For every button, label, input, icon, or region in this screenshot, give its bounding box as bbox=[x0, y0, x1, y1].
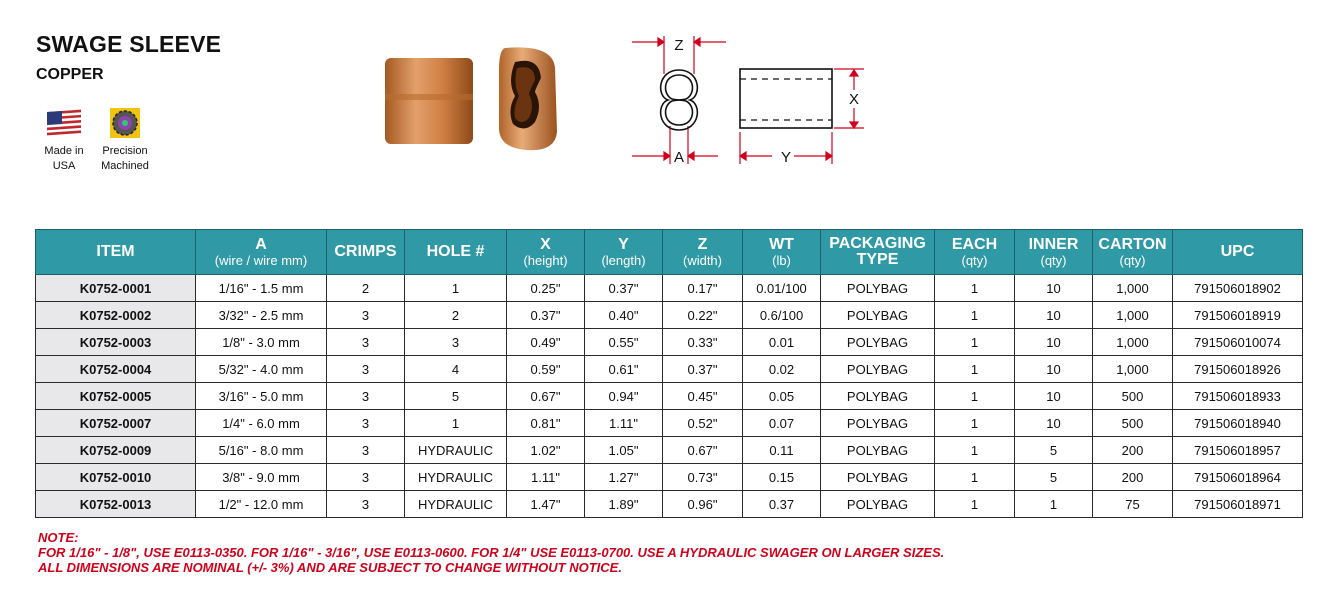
table-cell: 0.37" bbox=[663, 356, 743, 383]
badge-usa-line2: USA bbox=[52, 160, 76, 172]
table-cell: 500 bbox=[1093, 383, 1173, 410]
table-cell: 2 bbox=[327, 275, 405, 302]
table-cell: 0.81" bbox=[507, 410, 585, 437]
table-cell: 0.01/100 bbox=[743, 275, 821, 302]
table-cell: 0.55" bbox=[585, 329, 663, 356]
table-cell: 200 bbox=[1093, 437, 1173, 464]
column-header-label: HOLE # bbox=[426, 243, 485, 260]
table-cell: 1.47" bbox=[507, 491, 585, 518]
column-header-label: ITEM bbox=[96, 243, 135, 260]
table-cell: 5/32" - 4.0 mm bbox=[196, 356, 327, 383]
made-in-usa-badge bbox=[34, 108, 94, 174]
column-header-unit: (qty) bbox=[1040, 252, 1067, 268]
table-cell: 0.22" bbox=[663, 302, 743, 329]
column-header bbox=[1093, 230, 1173, 275]
table-cell: 0.45" bbox=[663, 383, 743, 410]
table-cell: 3/32" - 2.5 mm bbox=[196, 302, 327, 329]
label-z: Z bbox=[674, 37, 684, 54]
badge-usa-line1: Made in bbox=[44, 145, 84, 157]
item-number-cell: K0752-0002 bbox=[36, 302, 196, 329]
column-header bbox=[743, 230, 821, 275]
table-cell: 1/16" - 1.5 mm bbox=[196, 275, 327, 302]
page-title: SWAGE SLEEVE bbox=[36, 31, 222, 57]
label-x: X bbox=[848, 91, 860, 108]
table-cell: 791506018940 bbox=[1173, 410, 1303, 437]
item-number-cell: K0752-0003 bbox=[36, 329, 196, 356]
table-cell: 0.40" bbox=[585, 302, 663, 329]
precision-gear-icon bbox=[109, 108, 141, 138]
column-header-label: A bbox=[255, 235, 267, 253]
table-cell: 1.02" bbox=[507, 437, 585, 464]
product-photo bbox=[375, 40, 565, 155]
us-flag-icon bbox=[47, 108, 81, 138]
dimension-diagram bbox=[620, 30, 880, 175]
table-cell: 0.11 bbox=[743, 437, 821, 464]
table-cell: 3 bbox=[327, 302, 405, 329]
table-cell: 3 bbox=[327, 356, 405, 383]
table-cell: 2 bbox=[405, 302, 507, 329]
table-cell: 1 bbox=[935, 464, 1015, 491]
column-header-unit: (qty) bbox=[961, 252, 988, 268]
table-cell: 791506018902 bbox=[1173, 275, 1303, 302]
table-cell: 1 bbox=[935, 410, 1015, 437]
table-cell: 0.15 bbox=[743, 464, 821, 491]
note-heading: NOTE: bbox=[38, 530, 79, 545]
note-block bbox=[38, 530, 944, 575]
table-row bbox=[36, 491, 1303, 518]
table-cell: 1 bbox=[935, 383, 1015, 410]
table-row bbox=[36, 329, 1303, 356]
table-cell: 5 bbox=[1015, 464, 1093, 491]
table-cell: POLYBAG bbox=[821, 302, 935, 329]
table-row bbox=[36, 464, 1303, 491]
item-number-cell: K0752-0005 bbox=[36, 383, 196, 410]
table-row bbox=[36, 275, 1303, 302]
table-cell: 10 bbox=[1015, 410, 1093, 437]
table-cell: 3/8" - 9.0 mm bbox=[196, 464, 327, 491]
precision-machined-badge bbox=[95, 108, 155, 174]
table-row bbox=[36, 437, 1303, 464]
table-cell: 0.25" bbox=[507, 275, 585, 302]
table-cell: 1 bbox=[935, 437, 1015, 464]
table-row bbox=[36, 302, 1303, 329]
column-header-label: INNER bbox=[1028, 235, 1079, 253]
column-header bbox=[935, 230, 1015, 275]
table-cell: 791506018933 bbox=[1173, 383, 1303, 410]
table-header-row bbox=[36, 230, 1303, 275]
table-cell: 1.11" bbox=[585, 410, 663, 437]
table-cell: 0.49" bbox=[507, 329, 585, 356]
table-cell: 0.05 bbox=[743, 383, 821, 410]
table-cell: POLYBAG bbox=[821, 491, 935, 518]
table-cell: 3 bbox=[327, 410, 405, 437]
badge-precision-line1: Precision bbox=[102, 145, 148, 157]
table-cell: 5 bbox=[1015, 437, 1093, 464]
table-cell: 0.67" bbox=[663, 437, 743, 464]
table-cell: 0.33" bbox=[663, 329, 743, 356]
table-cell: 1/8" - 3.0 mm bbox=[196, 329, 327, 356]
table-cell: 1 bbox=[1015, 491, 1093, 518]
table-cell: 791506018919 bbox=[1173, 302, 1303, 329]
column-header-label: CARTON bbox=[1098, 235, 1167, 253]
column-header bbox=[585, 230, 663, 275]
table-cell: POLYBAG bbox=[821, 464, 935, 491]
table-cell: 5 bbox=[405, 383, 507, 410]
column-header bbox=[36, 230, 196, 275]
column-header-unit: (length) bbox=[601, 252, 646, 268]
table-cell: 0.02 bbox=[743, 356, 821, 383]
column-header-unit: (height) bbox=[523, 252, 568, 268]
column-header-label: Y bbox=[618, 235, 629, 253]
table-cell: HYDRAULIC bbox=[405, 464, 507, 491]
table-cell: 0.07 bbox=[743, 410, 821, 437]
column-header bbox=[1015, 230, 1093, 275]
table-cell: 3 bbox=[405, 329, 507, 356]
table-cell: 1 bbox=[405, 275, 507, 302]
column-header bbox=[663, 230, 743, 275]
label-y: Y bbox=[780, 149, 792, 166]
sleeve-end-photo bbox=[499, 47, 557, 150]
sleeve-side-photo bbox=[385, 58, 473, 144]
table-cell: 3 bbox=[327, 383, 405, 410]
table-cell: HYDRAULIC bbox=[405, 437, 507, 464]
column-header-label: X bbox=[540, 235, 551, 253]
table-cell: 0.59" bbox=[507, 356, 585, 383]
table-cell: 1 bbox=[935, 356, 1015, 383]
table-cell: 0.37" bbox=[585, 275, 663, 302]
column-header bbox=[196, 230, 327, 275]
table-cell: 1,000 bbox=[1093, 302, 1173, 329]
table-cell: 10 bbox=[1015, 275, 1093, 302]
table-cell: 75 bbox=[1093, 491, 1173, 518]
note-line-2: ALL DIMENSIONS ARE NOMINAL (+/- 3%) AND ARE SUBJECT TO CHANGE WITHOUT NOTICE. bbox=[38, 560, 622, 575]
table-cell: 0.67" bbox=[507, 383, 585, 410]
table-cell: POLYBAG bbox=[821, 329, 935, 356]
table-cell: 10 bbox=[1015, 383, 1093, 410]
table-cell: 1,000 bbox=[1093, 275, 1173, 302]
column-header-unit: (lb) bbox=[772, 252, 791, 268]
column-header-label: WT bbox=[769, 235, 794, 253]
table-cell: 1.89" bbox=[585, 491, 663, 518]
column-header bbox=[1173, 230, 1303, 275]
table-cell: POLYBAG bbox=[821, 383, 935, 410]
badge-precision-line2: Machined bbox=[101, 160, 149, 172]
spec-table bbox=[35, 229, 1303, 518]
table-cell: 0.96" bbox=[663, 491, 743, 518]
column-header-label: EACH bbox=[951, 235, 998, 253]
table-cell: 1.05" bbox=[585, 437, 663, 464]
item-number-cell: K0752-0013 bbox=[36, 491, 196, 518]
table-body bbox=[36, 275, 1303, 518]
item-number-cell: K0752-0001 bbox=[36, 275, 196, 302]
table-cell: 3 bbox=[327, 437, 405, 464]
item-number-cell: K0752-0007 bbox=[36, 410, 196, 437]
table-cell: 1 bbox=[405, 410, 507, 437]
column-header bbox=[821, 230, 935, 275]
table-cell: 1,000 bbox=[1093, 356, 1173, 383]
column-header-unit: (width) bbox=[682, 252, 722, 268]
table-cell: POLYBAG bbox=[821, 437, 935, 464]
table-row bbox=[36, 410, 1303, 437]
table-cell: 791506010074 bbox=[1173, 329, 1303, 356]
table-cell: 0.61" bbox=[585, 356, 663, 383]
item-number-cell: K0752-0010 bbox=[36, 464, 196, 491]
table-cell: 0.37" bbox=[507, 302, 585, 329]
table-cell: 1,000 bbox=[1093, 329, 1173, 356]
table-cell: 791506018957 bbox=[1173, 437, 1303, 464]
table-cell: 1/4" - 6.0 mm bbox=[196, 410, 327, 437]
table-cell: 0.73" bbox=[663, 464, 743, 491]
table-cell: 10 bbox=[1015, 356, 1093, 383]
column-header bbox=[327, 230, 405, 275]
table-cell: 10 bbox=[1015, 329, 1093, 356]
table-cell: 791506018964 bbox=[1173, 464, 1303, 491]
table-cell: POLYBAG bbox=[821, 275, 935, 302]
table-cell: 3/16" - 5.0 mm bbox=[196, 383, 327, 410]
table-cell: 3 bbox=[327, 329, 405, 356]
table-cell: POLYBAG bbox=[821, 356, 935, 383]
column-header-label: PACKAGING TYPE bbox=[829, 235, 926, 268]
table-cell: 1.27" bbox=[585, 464, 663, 491]
table-row bbox=[36, 383, 1303, 410]
table-cell: 1.11" bbox=[507, 464, 585, 491]
table-cell: HYDRAULIC bbox=[405, 491, 507, 518]
column-header-label: CRIMPS bbox=[334, 243, 397, 260]
page-subtitle: COPPER bbox=[36, 66, 104, 83]
table-cell: 791506018926 bbox=[1173, 356, 1303, 383]
table-cell: 5/16" - 8.0 mm bbox=[196, 437, 327, 464]
table-cell: 1 bbox=[935, 491, 1015, 518]
label-a: A bbox=[673, 149, 685, 166]
table-cell: 0.6/100 bbox=[743, 302, 821, 329]
table-cell: 791506018971 bbox=[1173, 491, 1303, 518]
table-cell: 0.52" bbox=[663, 410, 743, 437]
table-cell: 1 bbox=[935, 329, 1015, 356]
column-header bbox=[507, 230, 585, 275]
table-cell: 1/2" - 12.0 mm bbox=[196, 491, 327, 518]
table-cell: 1 bbox=[935, 302, 1015, 329]
table-cell: 0.01 bbox=[743, 329, 821, 356]
column-header-label: UPC bbox=[1220, 243, 1255, 260]
note-line-1: FOR 1/16" - 1/8", USE E0113-0350. FOR 1/16" - 3/16", USE E0113-0600. FOR 1/4" USE E0113-0700. USE A HYDRAULIC SWAGER ON LARGER SIZES. bbox=[38, 545, 945, 560]
table-cell: POLYBAG bbox=[821, 410, 935, 437]
table-row bbox=[36, 356, 1303, 383]
table-cell: 4 bbox=[405, 356, 507, 383]
column-header-unit: (wire / wire mm) bbox=[214, 252, 308, 268]
table-cell: 10 bbox=[1015, 302, 1093, 329]
column-header bbox=[405, 230, 507, 275]
table-cell: 0.94" bbox=[585, 383, 663, 410]
table-cell: 0.37 bbox=[743, 491, 821, 518]
table-cell: 200 bbox=[1093, 464, 1173, 491]
table-cell: 3 bbox=[327, 464, 405, 491]
table-cell: 1 bbox=[935, 275, 1015, 302]
table-cell: 0.17" bbox=[663, 275, 743, 302]
table-cell: 500 bbox=[1093, 410, 1173, 437]
item-number-cell: K0752-0009 bbox=[36, 437, 196, 464]
column-header-unit: (qty) bbox=[1119, 252, 1146, 268]
item-number-cell: K0752-0004 bbox=[36, 356, 196, 383]
table-cell: 3 bbox=[327, 491, 405, 518]
column-header-label: Z bbox=[697, 235, 708, 253]
